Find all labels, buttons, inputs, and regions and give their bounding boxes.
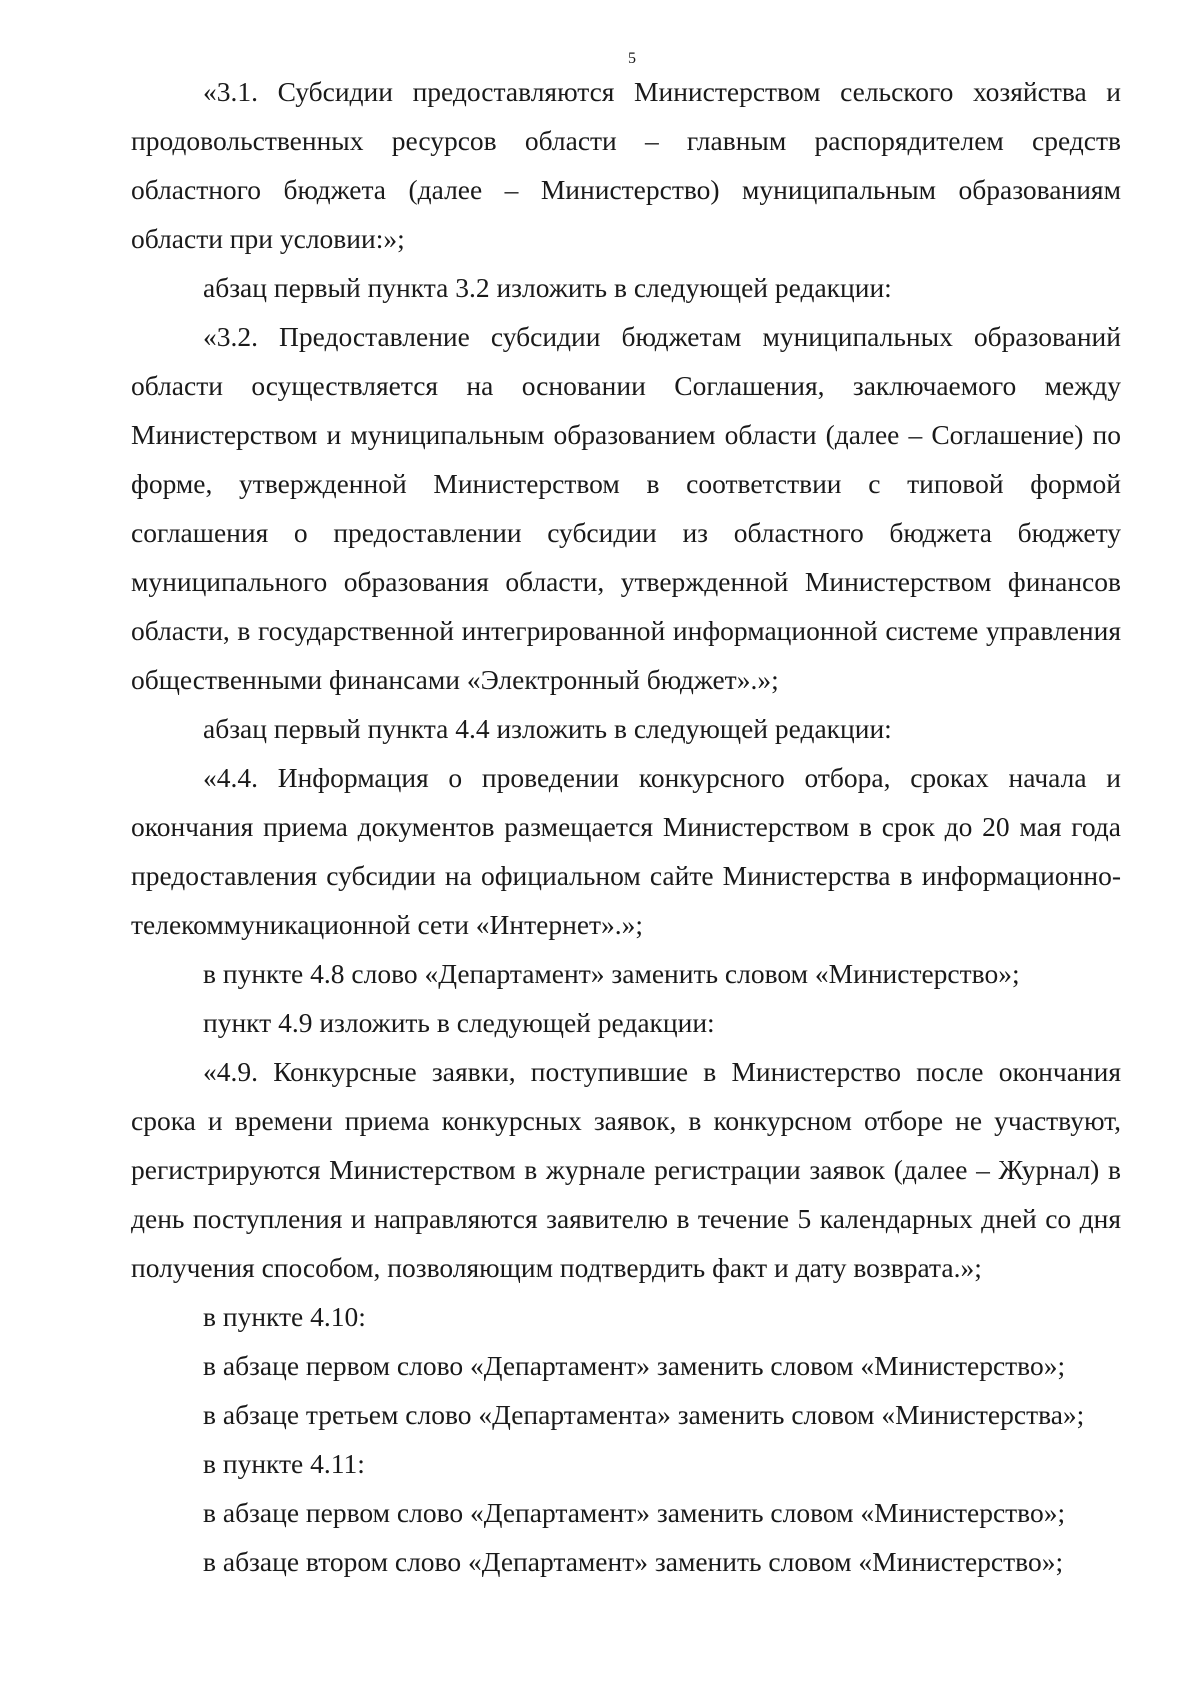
paragraph-3-1: «3.1. Субсидии предоставляются Министерством сельского хозяйства и продовольственных ресурсов области – главным распорядителем средств областного бюджета (далее – Министерство) муниципальным образованиям области при условии:»;: [131, 76, 1121, 254]
paragraph-3-2: «3.2. Предоставление субсидии бюджетам муниципальных образований области осуществляется на основании Соглашения, заключаемого между Министерством и муниципальным образованием области (далее – Соглашение) по форме, утвержденной Министерством в соответствии с типовой формой соглашения о предоставлении субсидии из областного бюджета бюджету муниципального образования области, утвержденной Министерством финансов области, в государственной интегрированной информационной системе управления общественными финансами «Электронный бюджет».»;: [131, 321, 1121, 695]
paragraph-4-4: «4.4. Информация о проведении конкурсного отбора, сроках начала и окончания приема документов размещается Министерством в срок до 20 мая года предоставления субсидии на официальном сайте Министерства в информационно-телекоммуникационной сети «Интернет».»;: [131, 762, 1121, 940]
paragraph-amend-4-9: пункт 4.9 изложить в следующей редакции:: [203, 1007, 715, 1038]
paragraph-amend-4-10: в пункте 4.10:: [203, 1301, 366, 1332]
paragraph-amend-4-4: абзац первый пункта 4.4 изложить в следующей редакции:: [203, 713, 892, 744]
paragraph-4-11-first: в абзаце первом слово «Департамент» заменить словом «Министерство»;: [203, 1497, 1066, 1528]
paragraph-4-9: «4.9. Конкурсные заявки, поступившие в Министерство после окончания срока и времени приема конкурсных заявок, в конкурсном отборе не участвуют, регистрируются Министерством в журнале регистрации заявок (далее – Журнал) в день поступления и направляются заявителю в течение 5 календарных дней со дня получения способом, позволяющим подтвердить факт и дату возврата.»;: [131, 1056, 1121, 1283]
page-number: 5: [628, 50, 636, 67]
paragraph-4-10-third: в абзаце третьем слово «Департамента» заменить словом «Министерства»;: [203, 1399, 1085, 1430]
paragraph-amend-4-8: в пункте 4.8 слово «Департамент» заменить словом «Министерство»;: [203, 958, 1020, 989]
document-body: [131, 67, 1121, 1586]
paragraph-amend-3-2: абзац первый пункта 3.2 изложить в следующей редакции:: [203, 272, 892, 303]
paragraph-4-10-first: в абзаце первом слово «Департамент» заменить словом «Министерство»;: [203, 1350, 1066, 1381]
paragraph-amend-4-11: в пункте 4.11:: [203, 1448, 365, 1479]
paragraph-4-11-second: в абзаце втором слово «Департамент» заменить словом «Министерство»;: [203, 1546, 1064, 1577]
